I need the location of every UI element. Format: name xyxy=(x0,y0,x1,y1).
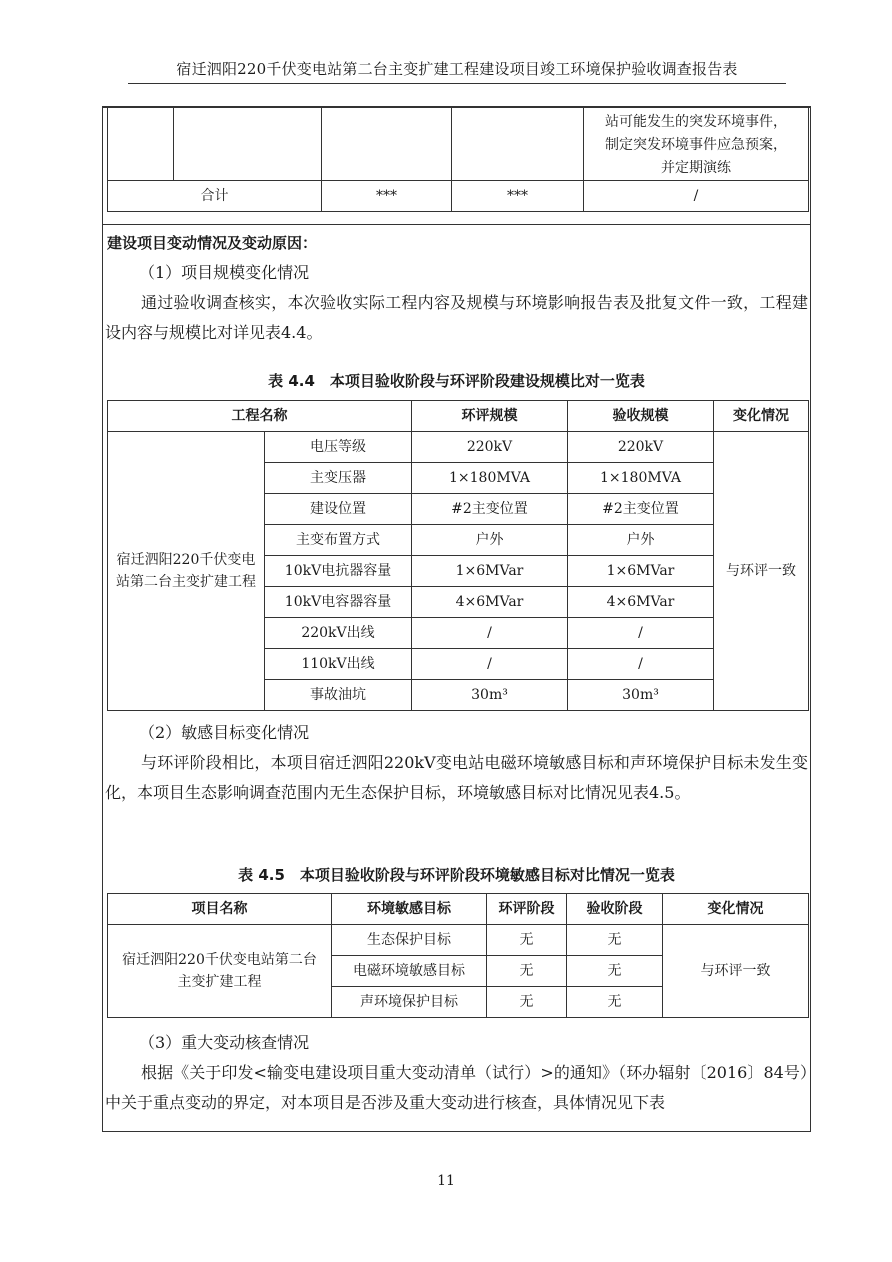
page-number: 11 xyxy=(437,1173,455,1189)
table-row: 10kV电容器容量 4×6MVar 4×6MVar xyxy=(108,587,809,618)
paragraph: 与环评阶段相比，本项目宿迁泗阳220kV变电站电磁环境敏感目标和声环境保护目标未发生变化，本项目生态影响调查范围内无生态保护目标，环境敏感目标对比情况见表4.5。 xyxy=(105,753,808,802)
continued-measure-cell: 站可能发生的突发环境事件， 制定突发环境事件应急预案， 并定期演练 xyxy=(584,108,809,181)
report-frame xyxy=(102,106,811,1132)
total-value: *** xyxy=(452,181,584,212)
table-row: 主变压器 1×180MVA 1×180MVA xyxy=(108,463,809,494)
table-row: 建设位置 #2主变位置 #2主变位置 xyxy=(108,494,809,525)
project-name-cell: 宿迁泗阳220千伏变电站第二台主变扩建工程 xyxy=(108,432,265,711)
sensitive-target-block xyxy=(103,718,810,808)
table-caption: 表 4.5 本项目验收阶段与环评阶段环境敏感目标对比情况一览表 xyxy=(238,866,675,884)
continued-table xyxy=(107,108,809,212)
total-value: / xyxy=(584,181,809,212)
page-header: 宿迁泗阳220千伏变电站第二台主变扩建工程建设项目竣工环境保护验收调查报告表 xyxy=(128,58,786,84)
major-change-block xyxy=(103,1028,810,1118)
table-row: 10kV电抗器容量 1×6MVar 1×6MVar xyxy=(108,556,809,587)
subsection-title: （1）项目规模变化情况 xyxy=(139,263,310,282)
scale-comparison-table xyxy=(107,400,809,711)
section-heading-block xyxy=(103,228,810,348)
project-name-cell: 宿迁泗阳220千伏变电站第二台主变扩建工程 xyxy=(108,925,332,1018)
table-row: 事故油坑 30m³ 30m³ xyxy=(108,680,809,711)
total-value: *** xyxy=(322,181,452,212)
section-heading: 建设项目变动情况及变动原因： xyxy=(107,234,318,252)
table-row: 110kV出线 / / xyxy=(108,649,809,680)
table-header-row: 工程名称 环评规模 验收规模 变化情况 xyxy=(108,401,809,432)
table-header-row: 项目名称 环境敏感目标 环评阶段 验收阶段 变化情况 xyxy=(108,894,809,925)
subsection-title: （2）敏感目标变化情况 xyxy=(139,723,310,742)
table-row: 220kV出线 / / xyxy=(108,618,809,649)
table-caption: 表 4.4 本项目验收阶段与环评阶段建设规模比对一览表 xyxy=(268,372,645,390)
change-cell: 与环评一致 xyxy=(714,432,809,711)
table-row xyxy=(108,108,809,181)
total-row xyxy=(108,181,809,212)
table-row: 电磁环境敏感目标 无 无 xyxy=(108,956,809,987)
paragraph: 根据《关于印发<输变电建设项目重大变动清单（试行）>的通知》（环办辐射〔2016〕84号）中关于重点变动的界定，对本项目是否涉及重大变动进行核查，具体情况见下表 xyxy=(105,1063,808,1112)
total-label: 合计 xyxy=(108,181,322,212)
table-row: 宿迁泗阳220千伏变电站第二台主变扩建工程 电压等级 220kV 220kV 与环评一致 xyxy=(108,432,809,463)
table-row: 宿迁泗阳220千伏变电站第二台主变扩建工程 生态保护目标 无 无 与环评一致 xyxy=(108,925,809,956)
divider xyxy=(103,224,810,225)
table-row: 主变布置方式 户外 户外 xyxy=(108,525,809,556)
table-row: 声环境保护目标 无 无 xyxy=(108,987,809,1018)
sensitive-target-table xyxy=(107,893,809,1018)
paragraph: 通过验收调查核实，本次验收实际工程内容及规模与环境影响报告表及批复文件一致，工程建设内容与规模比对详见表4.4。 xyxy=(105,293,808,342)
subsection-title: （3）重大变动核查情况 xyxy=(139,1033,310,1052)
change-cell: 与环评一致 xyxy=(663,925,809,1018)
